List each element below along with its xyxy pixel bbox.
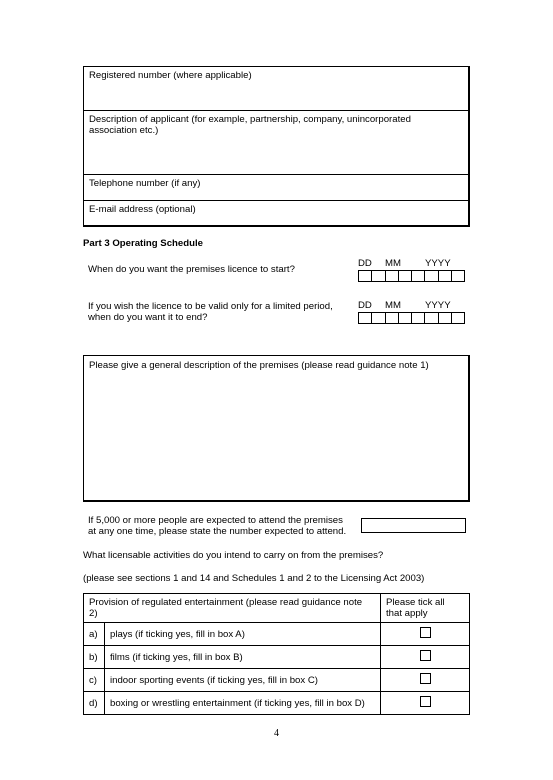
attendance-line1: If 5,000 or more people are expected to attend the premises (88, 515, 343, 526)
premises-description-label: Please give a general description of the premises (please read guidance note 1) (89, 360, 429, 371)
table-row (84, 623, 470, 646)
row-letter: a) (84, 623, 105, 646)
table-row (84, 692, 470, 715)
table-header-row (84, 594, 470, 623)
start-yyyy-header: YYYY (425, 258, 451, 269)
row-text: indoor sporting events (if ticking yes, fill in box C) (105, 669, 381, 692)
telephone-label: Telephone number (if any) (89, 178, 201, 189)
licence-start-date-input[interactable] (358, 270, 465, 282)
tick-cell (381, 669, 470, 692)
registered-number-field[interactable] (84, 83, 468, 110)
licence-start-question: When do you want the premises licence to start? (88, 264, 295, 275)
end-question-line2: when do you want it to end? (88, 312, 208, 323)
registered-number-label: Registered number (where applicable) (89, 70, 252, 81)
end-yyyy-header: YYYY (425, 300, 451, 311)
divider (84, 200, 468, 201)
licence-end-question (88, 301, 333, 323)
start-mm-header: MM (385, 258, 401, 269)
attendance-number-field[interactable] (361, 518, 466, 533)
regulated-entertainment-table (83, 593, 470, 715)
tick-header-line2: that apply (386, 608, 428, 619)
start-dd-header: DD (358, 258, 372, 269)
entertainment-header-cell (84, 594, 381, 623)
tick-cell (381, 623, 470, 646)
divider (84, 110, 468, 111)
premises-description-box[interactable] (83, 355, 470, 502)
indoor-sporting-checkbox[interactable] (420, 673, 431, 684)
email-field[interactable] (84, 215, 468, 226)
part3-heading: Part 3 Operating Schedule (83, 238, 203, 249)
films-checkbox[interactable] (420, 650, 431, 661)
tick-header-line1: Please tick all (386, 597, 445, 608)
tick-cell (381, 692, 470, 715)
divider (84, 174, 468, 175)
activities-question: What licensable activities do you intend to carry on from the premises? (83, 550, 384, 561)
row-text: films (if ticking yes, fill in box B) (105, 646, 381, 669)
end-dd-header: DD (358, 300, 372, 311)
description-label-line2: association etc.) (89, 125, 159, 136)
end-mm-header: MM (385, 300, 401, 311)
table-row (84, 669, 470, 692)
tick-cell (381, 646, 470, 669)
applicant-details-box (83, 66, 470, 227)
page-number: 4 (274, 728, 279, 739)
row-letter: c) (84, 669, 105, 692)
description-of-applicant-label (89, 114, 463, 136)
boxing-wrestling-checkbox[interactable] (420, 696, 431, 707)
end-question-line1: If you wish the licence to be valid only for a limited period, (88, 301, 333, 312)
attendance-question (88, 515, 346, 537)
row-text: plays (if ticking yes, fill in box A) (105, 623, 381, 646)
row-text: boxing or wrestling entertainment (if ticking yes, fill in box D) (105, 692, 381, 715)
telephone-field[interactable] (84, 189, 468, 200)
plays-checkbox[interactable] (420, 627, 431, 638)
attendance-line2: at any one time, please state the number expected to attend. (88, 526, 347, 537)
entertainment-header-line2: 2) (89, 608, 98, 619)
table-row (84, 646, 470, 669)
row-letter: d) (84, 692, 105, 715)
entertainment-header-line1: Provision of regulated entertainment (please read guidance note (89, 597, 363, 608)
email-label: E-mail address (optional) (89, 204, 196, 215)
description-label-line1: Description of applicant (for example, partnership, company, unincorporated (89, 114, 411, 125)
licence-end-date-input[interactable] (358, 312, 465, 324)
sections-note: (please see sections 1 and 14 and Schedules 1 and 2 to the Licensing Act 2003) (83, 573, 425, 584)
description-of-applicant-field[interactable] (84, 139, 468, 174)
tick-header-cell (381, 594, 470, 623)
row-letter: b) (84, 646, 105, 669)
